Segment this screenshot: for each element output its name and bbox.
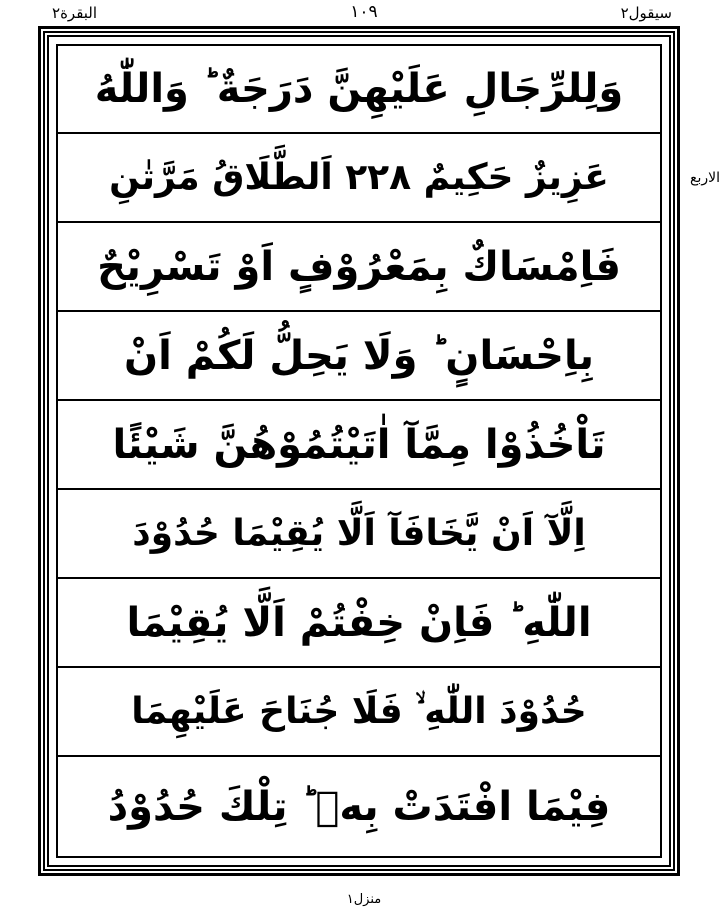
verse-text: حُدُوْدَ اللّٰهِ ۙ فَلَا جُنَاحَ عَلَيْهِمَا [131,690,587,732]
verse-line-5 [58,401,660,490]
surah-name: البقرة۲ [52,4,98,22]
ruku-marker: الاربع [690,170,720,186]
verse-line-4 [58,312,660,401]
verse-text: فِيْمَا افْتَدَتْ بِهٖ ؕ تِلْكَ حُدُوْدُ [107,783,611,830]
verse-text: وَلِلرِّجَالِ عَلَيْهِنَّ دَرَجَةٌ ؕ وَاللّٰهُ [94,65,624,112]
verse-text: اللّٰهِ ؕ فَاِنْ خِفْتُمْ اَلَّا يُقِيْمَا [126,599,592,646]
page-number: ۱۰۹ [350,2,378,22]
verse-line-1 [58,45,660,134]
verse-line-8 [58,668,660,757]
verse-text: اِلَّآ اَنْ يَّخَافَآ اَلَّا يُقِيْمَا حُدُوْدَ [132,513,586,554]
verse-line-7 [58,579,660,668]
verse-text: بِاِحْسَانٍ ؕ وَلَا يَحِلُّ لَكُمْ اَنْ [123,332,595,379]
manzil-footer: منزل۱ [346,892,382,907]
verse-text: تَاْخُذُوْا مِمَّآ اٰتَيْتُمُوْهُنَّ شَيْئًا [112,421,606,468]
verse-text: عَزِيزٌ حَكِيمٌ ۲۲۸ اَلطَّلَاقُ مَرَّتٰنِ [109,157,609,198]
verse-line-9 [58,757,660,856]
verse-line-3 [58,223,660,312]
para-name: سیقول۲ [620,4,672,22]
verse-text: فَاِمْسَاكٌ بِمَعْرُوْفٍ اَوْ تَسْرِيْحٌ [97,243,621,290]
verse-line-6 [58,490,660,579]
verse-line-2 [58,134,660,223]
